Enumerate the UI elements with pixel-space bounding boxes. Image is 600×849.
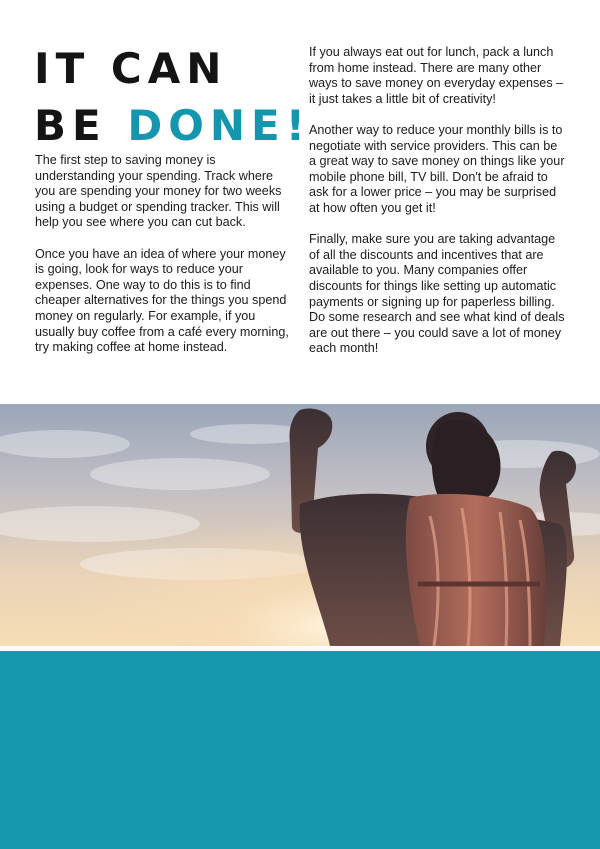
left-text-column: [35, 153, 291, 371]
footer-color-band: [0, 651, 600, 849]
hiker-sunset-illustration: [0, 404, 600, 646]
hero-photo: [0, 404, 600, 646]
headline-accent-word: DONE!: [127, 101, 311, 150]
right-text-column: [309, 45, 567, 372]
headline-line-2-prefix: BE: [34, 101, 128, 150]
headline-line-1: IT CAN: [34, 44, 228, 93]
headline-line-2: [34, 97, 311, 154]
body-paragraph: The first step to saving money is understanding your spending. Track where you are spending your money for two weeks using a budget or spending tracker. This will help you see where you can cut back.: [35, 153, 282, 230]
body-paragraph: If you always eat out for lunch, pack a lunch from home instead. There are many other ways to save money on everyday expenses – it just takes a little bit of creativity!: [309, 45, 564, 106]
body-paragraph: Another way to reduce your monthly bills is to negotiate with service providers. This can be a great way to save money on things like your mobile phone bill, TV bill. Don't be afraid to ask for a lower price – you may be surprised at how often you get it!: [309, 122, 565, 215]
body-paragraph: Once you have an idea of where your money is going, look for ways to reduce your expenses. One way to do this is to find cheaper alternatives for the things you spend money on regularly. For example, if you usually buy coffee from a café every morning, try making coffee at home instead.: [35, 246, 289, 355]
page-headline: [34, 40, 311, 154]
body-paragraph: Finally, make sure you are taking advantage of all the discounts and incentives that are available to you. Many companies offer discounts for things like setting up automatic payments or signing up for paperless billing. Do some research and see what kind of deals are out there – you could save a lot of money each month!: [309, 232, 565, 356]
